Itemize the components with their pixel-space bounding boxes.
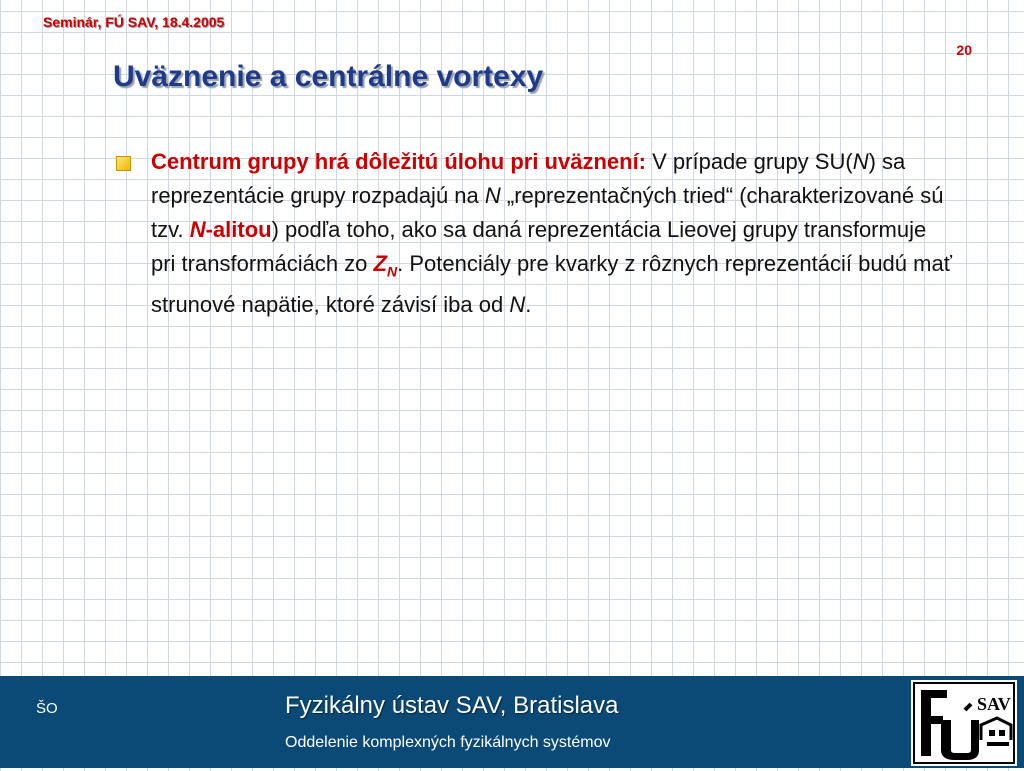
bullet-text — [151, 145, 956, 322]
symbol-n: N — [852, 149, 869, 174]
text-segment: . Potenciály pre kvarky z rôznych reprezentácií budú mať strunové napätie, ktoré závisí iba od — [151, 251, 952, 318]
symbol-z-subscript: N — [386, 263, 398, 280]
author-initials: ŠO — [36, 700, 58, 717]
slide-title: Uväznenie a centrálne vortexy — [113, 60, 544, 93]
symbol-n-red: N — [189, 217, 206, 242]
symbol-n: N — [509, 292, 526, 318]
symbol-z: Z — [373, 251, 387, 276]
bullet-item — [116, 145, 956, 322]
symbol-n: N — [484, 183, 501, 208]
bullet-lead: Centrum grupy hrá dôležitú úlohu pri uväznení: — [151, 149, 647, 174]
institute-name: Fyzikálny ústav SAV, Bratislava — [285, 692, 619, 719]
sav-logo-icon — [911, 680, 1017, 766]
text-segment: ) sa reprezentácie grupy rozpadajú na — [151, 149, 906, 208]
seminar-header: Seminár, FÚ SAV, 18.4.2005 — [43, 14, 225, 30]
text-segment: „reprezentačných tried“ (charakterizované sú tzv. — [151, 183, 944, 242]
text-segment: V prípade grupy SU( — [646, 149, 853, 174]
footer-bar — [0, 676, 1024, 768]
sav-logo — [911, 680, 1017, 766]
text-segment: ) podľa toho, ako sa daná reprezentácia Lieovej grupy transformuje pri transformáciách zo — [151, 217, 927, 276]
text-segment: . — [525, 292, 532, 318]
sav-logo-text: SAV — [977, 694, 1011, 714]
slide-number: 20 — [956, 42, 972, 58]
term-alitou: -alitou — [205, 217, 272, 242]
department-name: Oddelenie komplexných fyzikálnych systémov — [285, 734, 611, 751]
bullet-square-icon — [116, 156, 131, 171]
